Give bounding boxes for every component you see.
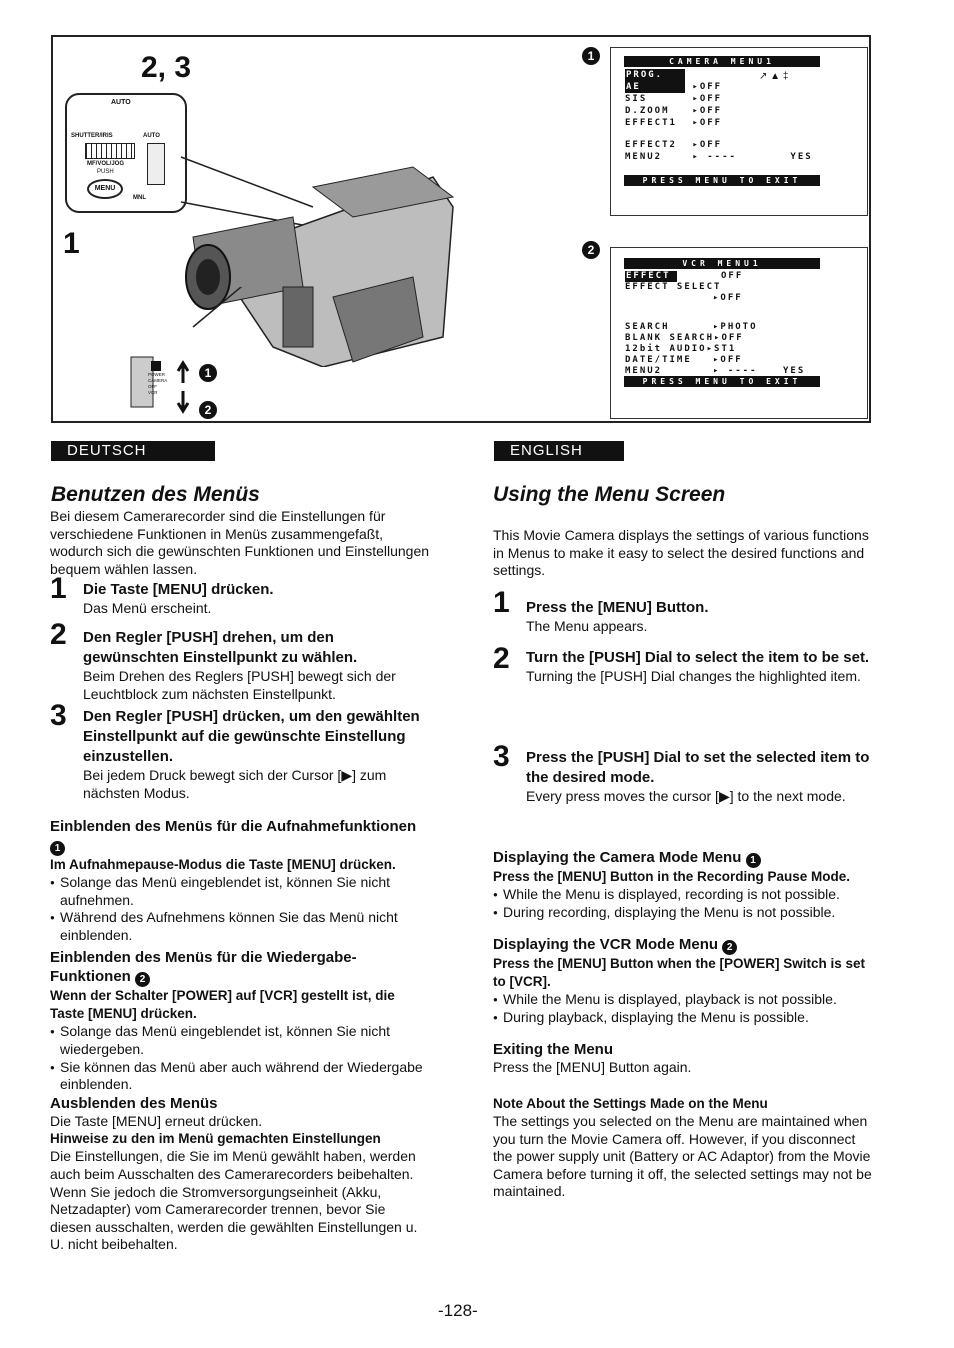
jog-dial-icon[interactable] xyxy=(85,143,135,159)
cam-bullet-english: ● While the Menu is displayed, recording is not possible. xyxy=(493,886,873,904)
camera-menu-title: CAMERA MENU1 xyxy=(624,56,820,67)
menu-item-blank-search[interactable]: BLANK SEARCH xyxy=(625,333,715,343)
hide-text-deutsch: Die Taste [MENU] erneut drücken. xyxy=(50,1112,263,1129)
cam-heading-english: Displaying the Camera Mode Menu xyxy=(493,849,742,866)
lang-label-english: ENGLISH xyxy=(494,441,624,461)
cam-sub-english: Press the [MENU] Button in the Recording Pause Mode. xyxy=(493,869,851,884)
vcr-menu-title: VCR MENU1 xyxy=(624,258,820,269)
hide-heading-deutsch: Ausblenden des Menüs xyxy=(50,1094,218,1112)
play-heading-deutsch: Einblenden des Menüs für die Wiedergabe-Funktionen xyxy=(50,949,357,986)
menu-item-effect1[interactable]: EFFECT1 xyxy=(625,118,677,128)
menu-info-deutsch xyxy=(50,817,430,1254)
menu-item-prog-ae[interactable]: PROG. AE xyxy=(625,69,685,93)
camera-mode-icons: ↗ ▲ ‡ xyxy=(759,71,789,82)
step-2-deutsch: 2 Den Regler [PUSH] drehen, um den gewünschten Einstellpunkt zu wählen. Beim Drehen des Reglers [PUSH] bewegt sich der Leuchtblock zum nächsten Einstellpunkt. xyxy=(50,618,396,702)
rec-sub-deutsch: Im Aufnahmepause-Modus die Taste [MENU] drücken. xyxy=(50,857,396,872)
rec-heading-deutsch: Einblenden des Menüs für die Aufnahmefunktionen xyxy=(50,818,417,835)
play-bullet-deutsch: ● Sie können das Menü aber auch während der Wiedergabe einblenden. xyxy=(50,1059,430,1094)
intro-deutsch: Bei diesem Camerarecorder sind die Einstellungen für verschiedene Funktionen in Menüs zusammengefaßt, wodurch sich die gewünschten Funktionen und Einstellungen bequem wählen lassen. xyxy=(50,508,430,577)
marker-2-icon: 2 xyxy=(135,972,150,987)
step-3-english: 3 Press the [PUSH] Dial to set the selected item to the desired mode. Every press moves the cursor [▶] to the next mode. xyxy=(493,740,870,804)
play-bullet-deutsch: ● Solange das Menü eingeblendet ist, können Sie nicht wiedergeben. xyxy=(50,1023,430,1058)
menu-item-effect-select[interactable]: EFFECT SELECT xyxy=(625,282,722,292)
cam-bullet-english: ● During recording, displaying the Menu is not possible. xyxy=(493,904,873,922)
menu-item-date-time[interactable]: DATE/TIME xyxy=(625,355,692,365)
vcr-bullet-english: ● While the Menu is displayed, playback is not possible. xyxy=(493,991,873,1009)
steps-deutsch xyxy=(50,572,430,802)
page-title-deutsch: Benutzen des Menüs xyxy=(51,483,260,506)
menu-item-effect2[interactable]: EFFECT2 xyxy=(625,140,677,150)
vcr-bullet-english: ● During playback, displaying the Menu is possible. xyxy=(493,1009,873,1027)
menu-info-english xyxy=(493,848,873,1201)
play-sub-deutsch: Wenn der Schalter [POWER] auf [VCR] gestellt ist, die Taste [MENU] drücken. xyxy=(50,988,395,1022)
menu-item-menu2[interactable]: MENU2 xyxy=(625,366,663,376)
vcr-menu-rows: EFFECT OFF EFFECT SELECT ▸OFF SEARCH ▸PHOTO BLANK SEARCH▸OFF 12bit AUDIO▸ST1 DATE/TIME ▸OFF MENU2 ▸ ---- YES xyxy=(625,271,806,376)
exit-text-english: Press the [MENU] Button again. xyxy=(493,1059,692,1076)
note-heading-english: Note About the Settings Made on the Menu xyxy=(493,1095,768,1111)
menu-item-12bit-audio[interactable]: 12bit AUDIO xyxy=(625,344,707,354)
marker-2-icon: 2 xyxy=(722,940,737,955)
intro-english: This Movie Camera displays the settings of various functions in Menus to make it easy to select the desired functions and settings. xyxy=(493,527,869,579)
vcr-menu-marker: 2 xyxy=(582,241,600,259)
illustration-frame xyxy=(51,35,871,423)
camera-menu-footer: PRESS MENU TO EXIT xyxy=(624,175,820,186)
menu-item-dzoom[interactable]: D.ZOOM xyxy=(625,106,670,116)
vcr-sub-english: Press the [MENU] Button when the [POWER] Switch is set to [VCR]. xyxy=(493,956,866,990)
step-1-deutsch: 1 Die Taste [MENU] drücken. Das Menü erscheint. xyxy=(50,572,274,616)
vcr-heading-english: Displaying the VCR Mode Menu xyxy=(493,936,719,954)
menu-item-search[interactable]: SEARCH xyxy=(625,322,670,332)
lang-label-deutsch: DEUTSCH xyxy=(51,441,215,461)
page-title-english: Using the Menu Screen xyxy=(493,483,726,506)
step-3-deutsch: 3 Den Regler [PUSH] drücken, um den gewählten Einstellpunkt auf die gewünschte Einstellung einzustellen. Bei jedem Druck bewegt sich der Cursor [▶] zum nächsten Modus. xyxy=(50,699,420,801)
step-label-1: 1 xyxy=(63,227,80,260)
marker-1-icon: 1 xyxy=(746,853,761,868)
note-text-english: The settings you selected on the Menu are maintained when you turn the Movie Camera off. However, if you disconnect the power supply unit (Battery or AC Adaptor) from the Movie Camera before turning it off, the selected settings may not be maintained. xyxy=(493,1112,872,1200)
camera-menu-rows: PROG. AE ▸OFF SIS ▸OFF D.ZOOM ▸OFF EFFECT1 ▸OFF EFFECT2 ▸OFF MENU2 ▸ ---- YES xyxy=(625,70,813,162)
camera-menu-screen xyxy=(610,47,868,216)
menu-item-effect[interactable]: EFFECT xyxy=(625,271,677,282)
power-switch-labels: POWER CAMERA OFF VCR xyxy=(148,372,168,395)
steps-english xyxy=(493,586,873,806)
vcr-menu-footer: PRESS MENU TO EXIT xyxy=(624,376,820,387)
marker-1-icon: 1 xyxy=(50,841,65,856)
note-text-deutsch: Die Einstellungen, die Sie im Menü gewählt haben, werden auch beim Ausschalten des Camerarecorders beibehalten. Wenn Sie jedoch die Stromversorgungseinheit (Akku, Netzadapter) vom Camerarecorder trennen, bevor Sie diesen ausschalten, werden die gewählten Einstellungen u. U. nicht beibehalten. xyxy=(50,1148,418,1253)
power-switch-illustration xyxy=(123,287,243,417)
menu-item-sis[interactable]: SIS xyxy=(625,94,648,104)
step-1-english: 1 Press the [MENU] Button. The Menu appears. xyxy=(493,586,709,634)
rec-bullet-deutsch: ● Solange das Menü eingeblendet ist, können Sie nicht aufnehmen. xyxy=(50,874,430,909)
menu-button[interactable]: MENU xyxy=(87,179,123,199)
camera-menu-marker: 1 xyxy=(582,47,600,65)
menu-item-menu2[interactable]: MENU2 xyxy=(625,152,663,162)
step-label: 2, 3 xyxy=(141,51,192,84)
note-heading-deutsch: Hinweise zu den im Menü gemachten Einstellungen xyxy=(50,1131,381,1147)
rec-bullet-deutsch: ● Während des Aufnehmens können Sie das Menü nicht einblenden. xyxy=(50,909,430,944)
control-panel-inset: AUTO SHUTTER/IRIS AUTO MF/VOL/JOG PUSH MENU MNL xyxy=(65,93,187,213)
page-number: -128- xyxy=(438,1301,478,1320)
marker-1-camera: 1 xyxy=(199,364,217,382)
step-2-english: 2 Turn the [PUSH] Dial to select the item to be set. Turning the [PUSH] Dial changes the highlighted item. xyxy=(493,642,870,684)
vcr-menu-screen xyxy=(610,247,868,419)
exit-heading-english: Exiting the Menu xyxy=(493,1041,613,1059)
marker-2-vcr: 2 xyxy=(199,401,217,419)
